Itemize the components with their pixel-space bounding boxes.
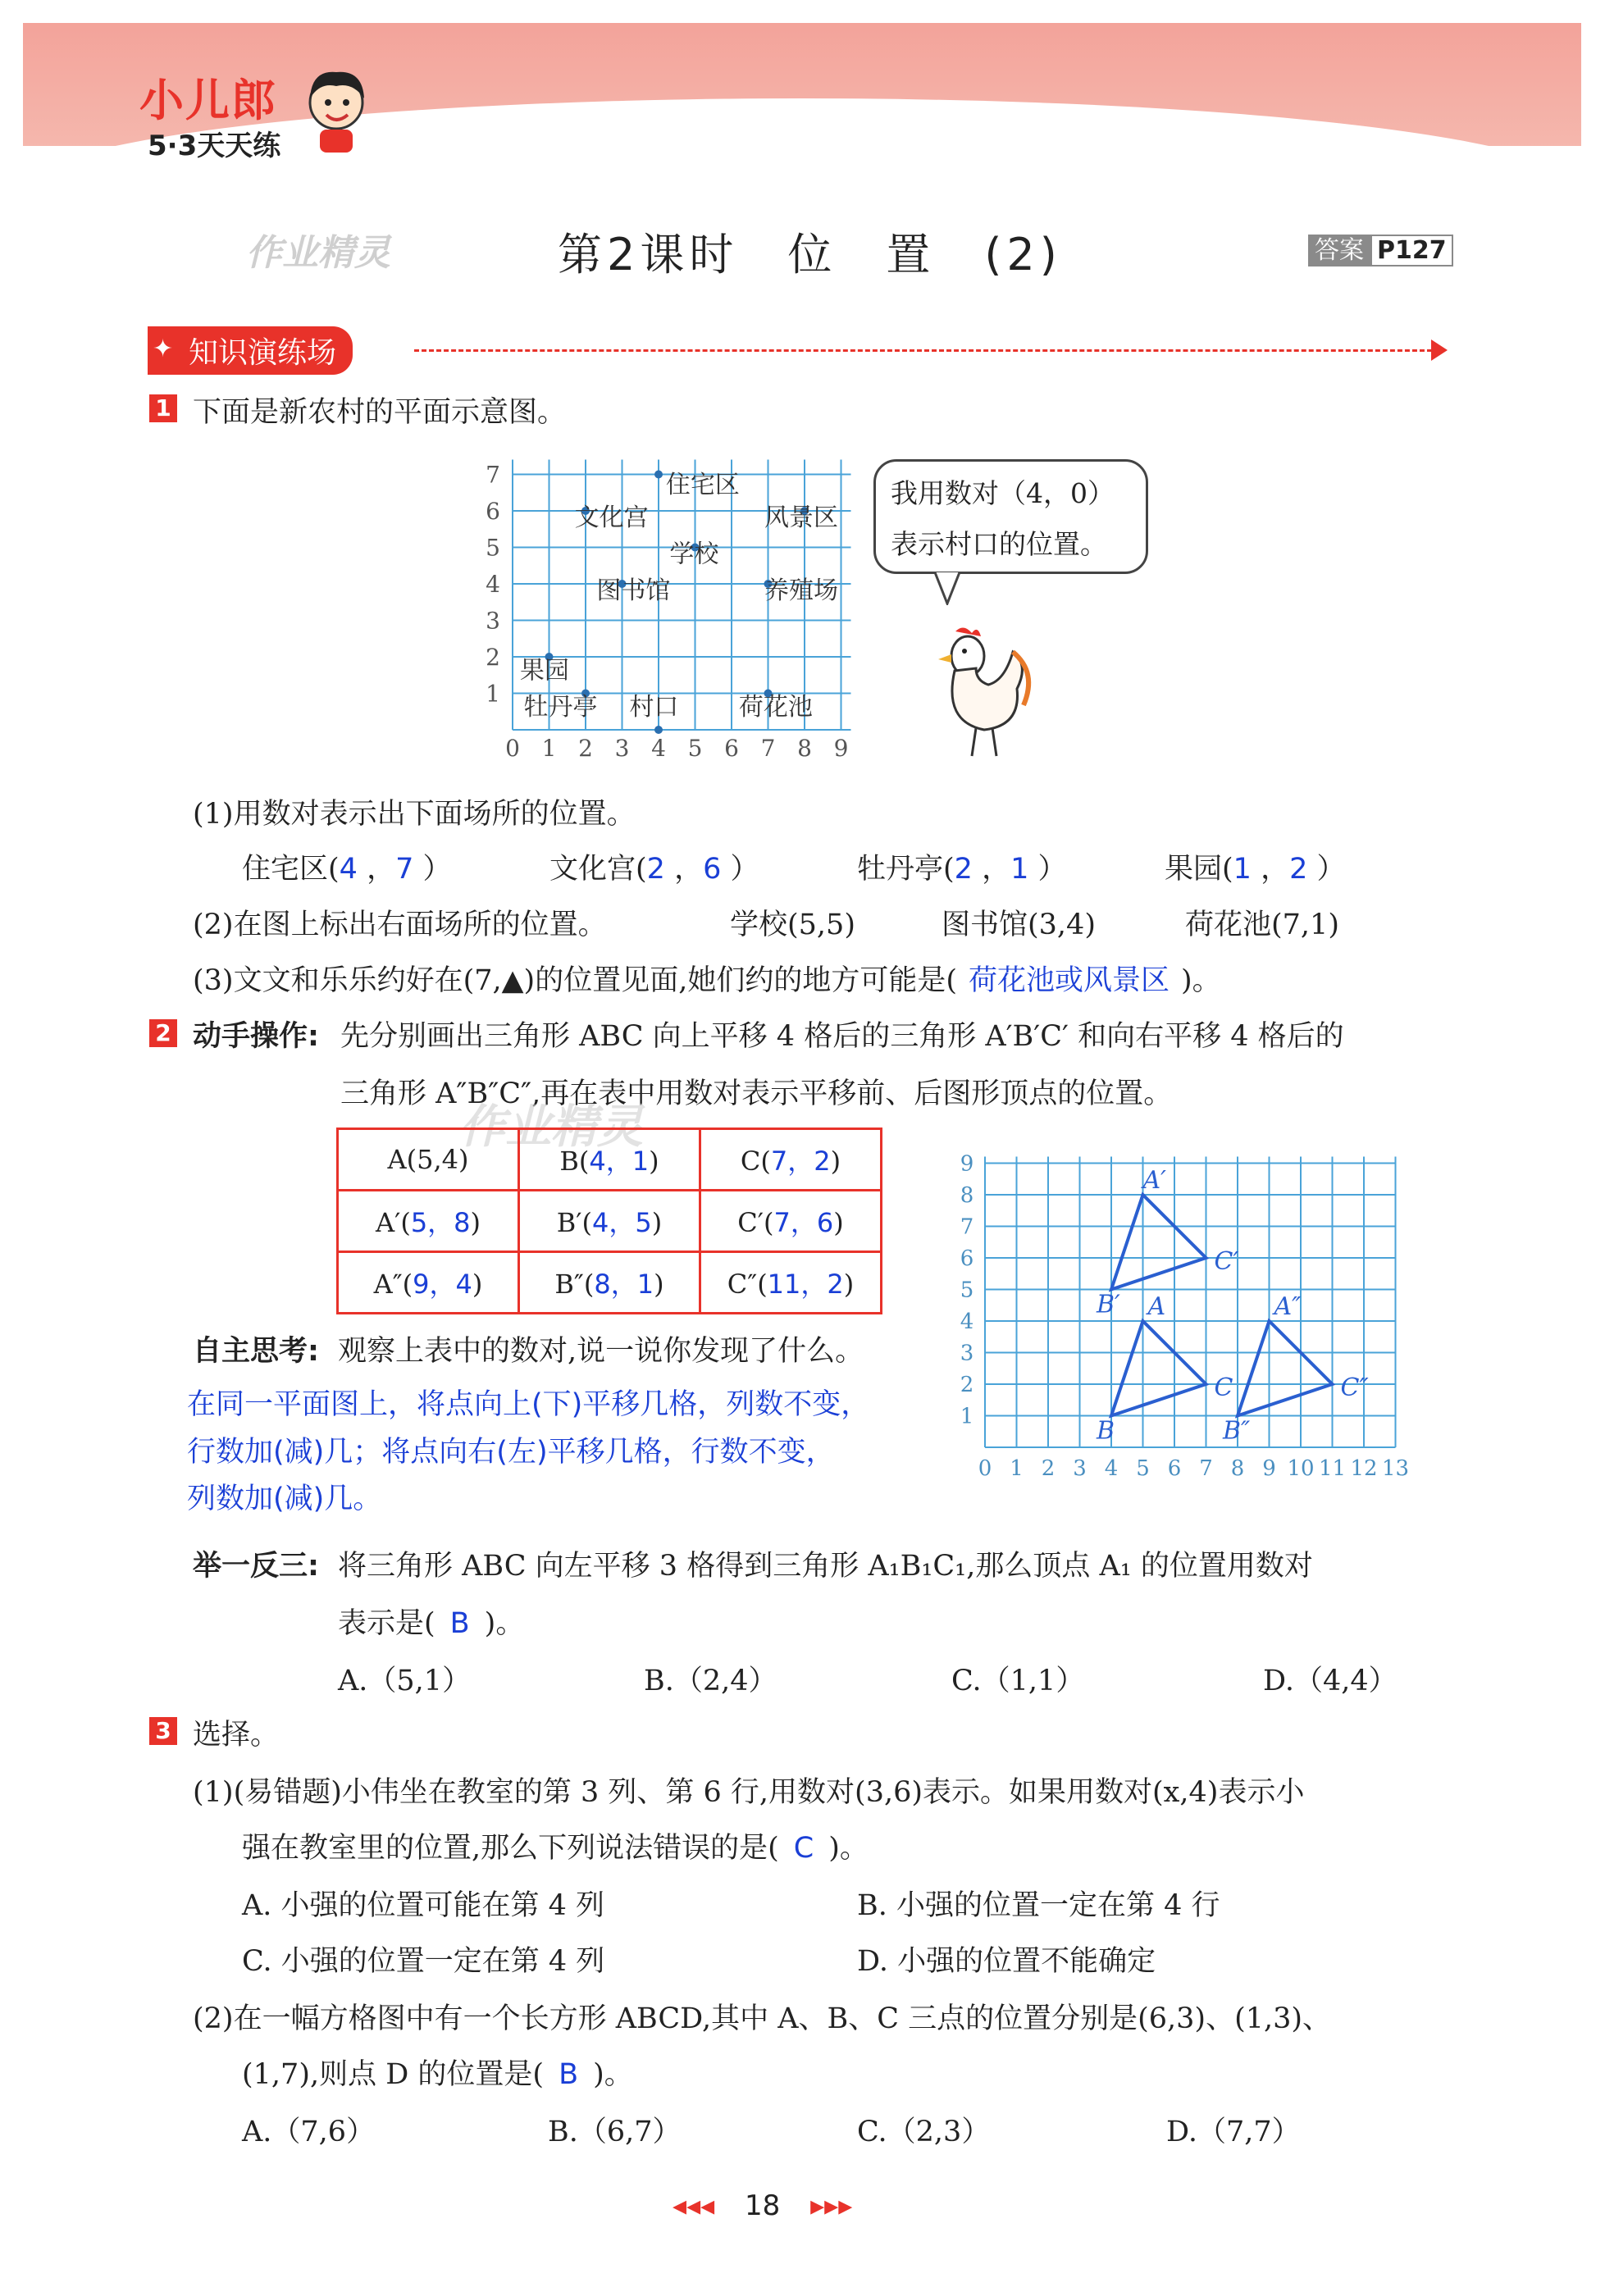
map-place-label: 风景区 bbox=[764, 503, 839, 532]
q1-part3-answer: 荷花池或风景区 bbox=[968, 964, 1170, 997]
q1-part3-text: (3)文文和乐乐约好在(7,▲)的位置见面,她们约的地方可能是( bbox=[193, 964, 957, 997]
vertex-label: C bbox=[1214, 1374, 1233, 1402]
translation-grid bbox=[955, 1132, 1431, 1492]
q1-pair bbox=[549, 846, 759, 887]
vertex-label: A′ bbox=[1142, 1166, 1166, 1195]
pair-label: 文化宫( bbox=[549, 853, 647, 886]
grid-y-tick: 4 bbox=[960, 1310, 974, 1334]
grid-y-tick: 1 bbox=[960, 1404, 974, 1429]
think-text: 观察上表中的数对,说一说你发现了什么。 bbox=[338, 1335, 864, 1368]
grid-y-tick: 7 bbox=[960, 1214, 974, 1240]
extend-text-1: 将三角形 ABC 向左平移 3 格得到三角形 A₁B₁C₁,那么顶点 A₁ 的位置用数对 bbox=[338, 1550, 1313, 1583]
cell-vertex: A′( bbox=[375, 1207, 411, 1238]
vertex-table bbox=[336, 1128, 882, 1314]
watermark-2: 作业精灵 bbox=[459, 1100, 643, 1154]
table-cell bbox=[338, 1191, 519, 1252]
pair-end: ） bbox=[413, 853, 452, 886]
q3-s1-option-b[interactable]: B. 小强的位置一定在第 4 行 bbox=[857, 1889, 1220, 1922]
q1-pair bbox=[857, 846, 1067, 887]
grid-y-tick: 6 bbox=[960, 1246, 974, 1271]
q1-item-pond: 荷花池(7,1) bbox=[1185, 909, 1339, 941]
map-y-tick: 1 bbox=[486, 680, 500, 708]
pair-sep: ， bbox=[664, 853, 704, 886]
section-arrow-icon bbox=[1431, 339, 1448, 361]
q3-s2-option-a[interactable]: A.（7,6） bbox=[242, 2116, 376, 2148]
q3-s2-text: (1,7),则点 D 的位置是( bbox=[242, 2058, 545, 2091]
map-place-label: 住宅区 bbox=[665, 470, 740, 499]
extend-end: )。 bbox=[484, 1607, 525, 1640]
page-title: 第2课时 位 置 (2) bbox=[558, 229, 1062, 280]
map-y-tick: 3 bbox=[486, 607, 500, 635]
cell-vertex: B″( bbox=[554, 1269, 595, 1300]
map-x-tick: 2 bbox=[578, 735, 593, 758]
pair-sep: ， bbox=[972, 853, 1011, 886]
answer-ref[interactable] bbox=[1308, 230, 1453, 266]
q3-s2-option-b[interactable]: B.（6,7） bbox=[548, 2116, 682, 2148]
q3-s1-end: )。 bbox=[828, 1832, 869, 1865]
map-place-label: 牡丹亭 bbox=[523, 693, 598, 722]
map-point bbox=[654, 471, 663, 479]
grid-y-tick: 9 bbox=[960, 1151, 974, 1177]
map-x-tick: 4 bbox=[651, 735, 666, 758]
think-answer-3: 列数加(减)几。 bbox=[187, 1483, 382, 1515]
q3-intro: 选择。 bbox=[193, 1719, 280, 1752]
grid-x-tick: 4 bbox=[1104, 1456, 1119, 1481]
map-x-tick: 3 bbox=[614, 735, 630, 758]
triangle-translated-right bbox=[1238, 1321, 1333, 1416]
grid-x-tick: 2 bbox=[1041, 1456, 1056, 1481]
map-x-tick: 8 bbox=[797, 735, 812, 758]
table-row bbox=[338, 1191, 882, 1252]
table-cell bbox=[519, 1252, 700, 1314]
map-x-tick: 6 bbox=[724, 735, 739, 758]
table-cell bbox=[700, 1129, 882, 1191]
q3-s2-line2 bbox=[242, 2052, 633, 2093]
q1-part2: (2)在图上标出右面场所的位置。 bbox=[193, 909, 607, 941]
cell-end: ) bbox=[472, 1269, 483, 1300]
cell-answer: 9，4 bbox=[413, 1269, 472, 1300]
pair-end: ） bbox=[721, 853, 759, 886]
map-y-tick: 4 bbox=[486, 571, 500, 598]
section-divider bbox=[414, 349, 1439, 352]
cell-end: ) bbox=[470, 1207, 481, 1238]
grid-x-tick: 10 bbox=[1287, 1456, 1315, 1481]
q3-s2-option-c[interactable]: C.（2,3） bbox=[857, 2116, 991, 2148]
map-place-label: 图书馆 bbox=[596, 576, 671, 605]
pair-label: 住宅区( bbox=[242, 853, 340, 886]
cell-answer: 7，6 bbox=[773, 1207, 834, 1238]
q3-s1-line1: (1)(易错题)小伟坐在教室的第 3 列、第 6 行,用数对(3,6)表示。如果用数对(x,4)表示小 bbox=[193, 1776, 1305, 1809]
brand-logo: 小儿郎 bbox=[139, 75, 277, 126]
map-place-label: 荷花池 bbox=[738, 693, 813, 722]
vertex-label: C′ bbox=[1214, 1247, 1239, 1276]
extend-option-c[interactable]: C.（1,1） bbox=[951, 1665, 1085, 1697]
table-cell bbox=[519, 1129, 700, 1191]
grid-x-tick: 8 bbox=[1230, 1456, 1245, 1481]
q1-pair bbox=[242, 846, 452, 887]
cell-vertex: C′( bbox=[737, 1207, 774, 1238]
q3-s2-answer: B bbox=[559, 2058, 579, 2091]
think-label: 自主思考: bbox=[193, 1335, 319, 1368]
table-row bbox=[338, 1129, 882, 1191]
watermark: 作业精灵 bbox=[246, 232, 390, 274]
pair-answer-row: 2 bbox=[1289, 853, 1308, 886]
cell-vertex: A″( bbox=[373, 1269, 413, 1300]
grid-x-tick: 1 bbox=[1010, 1456, 1024, 1481]
q1-item-school: 学校(5,5) bbox=[730, 909, 855, 941]
cell-end: ) bbox=[649, 1146, 659, 1177]
question-number-1: 1 bbox=[149, 394, 177, 422]
answer-label: 答案 bbox=[1308, 235, 1370, 266]
table-cell bbox=[338, 1252, 519, 1314]
pair-answer-row: 7 bbox=[395, 853, 414, 886]
map-y-tick: 6 bbox=[486, 498, 500, 525]
think-answer-1: 在同一平面图上，将点向上(下)平移几格，列数不变， bbox=[187, 1388, 870, 1421]
table-cell bbox=[338, 1129, 519, 1191]
pagination bbox=[673, 2189, 852, 2222]
grid-y-tick: 8 bbox=[960, 1183, 974, 1208]
pair-sep: ， bbox=[357, 853, 396, 886]
q3-s1-answer: C bbox=[793, 1832, 814, 1865]
cell-answer: 4，5 bbox=[592, 1207, 652, 1238]
cell-answer: 4，1 bbox=[589, 1146, 650, 1177]
triangle-translated-up bbox=[1111, 1195, 1206, 1290]
map-x-tick: 9 bbox=[833, 735, 849, 758]
pair-answer-row: 1 bbox=[1010, 853, 1029, 886]
q1-pairs bbox=[242, 846, 1472, 886]
q3-s2-line1: (2)在一幅方格图中有一个长方形 ABCD,其中 A、B、C 三点的位置分别是(6,3)、(1,3)、 bbox=[193, 2002, 1332, 2035]
map-place-label: 养殖场 bbox=[764, 576, 839, 605]
q1-part3 bbox=[193, 958, 1221, 999]
page-number: 18 bbox=[745, 2189, 781, 2222]
bubble-tail bbox=[931, 572, 964, 605]
cell-end: ) bbox=[654, 1269, 664, 1300]
prev-arrows-icon[interactable]: ◂◂◂ bbox=[673, 2189, 715, 2222]
q3-s1-option-d[interactable]: D. 小强的位置不能确定 bbox=[857, 1945, 1156, 1978]
grid-x-tick: 12 bbox=[1350, 1456, 1378, 1481]
vertex-label: A″ bbox=[1274, 1292, 1302, 1321]
next-arrows-icon[interactable]: ▸▸▸ bbox=[810, 2189, 853, 2222]
table-cell bbox=[700, 1252, 882, 1314]
cell-vertex: C″( bbox=[727, 1269, 768, 1300]
grid-y-tick: 3 bbox=[960, 1341, 974, 1366]
grid-x-tick: 6 bbox=[1167, 1456, 1182, 1481]
pair-answer-col: 1 bbox=[1233, 853, 1252, 886]
vertex-label: C″ bbox=[1340, 1374, 1369, 1402]
grid-x-tick: 3 bbox=[1073, 1456, 1087, 1481]
pair-answer-col: 2 bbox=[954, 853, 973, 886]
grid-y-tick: 5 bbox=[960, 1278, 974, 1303]
map-place-label: 果园 bbox=[519, 656, 569, 686]
q1-part1: (1)用数对表示出下面场所的位置。 bbox=[193, 798, 636, 831]
pair-end: ） bbox=[1028, 853, 1067, 886]
cell-end: ) bbox=[651, 1207, 663, 1238]
pair-answer-col: 2 bbox=[646, 853, 665, 886]
q3-s1-option-a[interactable]: A. 小强的位置可能在第 4 列 bbox=[242, 1889, 605, 1922]
q2-text-1: 先分别画出三角形 ABC 向上平移 4 格后的三角形 A′B′C′ 和向右平移 4 格后的 bbox=[340, 1020, 1344, 1053]
vertex-label: A bbox=[1147, 1292, 1166, 1321]
running-icon: ✦ bbox=[153, 335, 174, 363]
pair-label: 牡丹亭( bbox=[857, 853, 955, 886]
cell-end: ) bbox=[833, 1207, 844, 1238]
q3-s2-end: )。 bbox=[593, 2058, 633, 2091]
extend-option-a[interactable]: A.（5,1） bbox=[338, 1665, 472, 1697]
grid-x-tick: 13 bbox=[1381, 1456, 1410, 1481]
extend-text-2a: 表示是( bbox=[338, 1607, 435, 1640]
cell-answer: 7，2 bbox=[770, 1146, 831, 1177]
grid-x-tick: 7 bbox=[1199, 1456, 1213, 1481]
map-point bbox=[654, 726, 663, 734]
vertex-label: B″ bbox=[1223, 1416, 1251, 1446]
map-x-tick: 7 bbox=[760, 735, 776, 758]
vertex-label: B′ bbox=[1097, 1290, 1120, 1319]
q1-item-library: 图书馆(3,4) bbox=[942, 909, 1096, 941]
triangle-original bbox=[1111, 1321, 1206, 1416]
answer-page: P127 bbox=[1370, 235, 1453, 266]
question-number-2: 2 bbox=[149, 1019, 177, 1047]
cell-vertex: B′( bbox=[556, 1207, 593, 1238]
extend-answer: B bbox=[449, 1607, 470, 1640]
q1-part3-end: )。 bbox=[1181, 964, 1221, 997]
extend-option-b[interactable]: B.（2,4） bbox=[644, 1665, 777, 1697]
q1-pair bbox=[1165, 846, 1346, 887]
think-answer-2: 行数加(减)几；将点向右(左)平移几格，行数不变， bbox=[187, 1436, 835, 1469]
cell-vertex: C( bbox=[740, 1146, 771, 1177]
map-y-tick: 2 bbox=[486, 644, 500, 671]
map-y-tick: 7 bbox=[486, 461, 500, 489]
pair-answer-col: 4 bbox=[339, 853, 358, 886]
extend-label: 举一反三: bbox=[193, 1550, 319, 1583]
cell-answer: 5，8 bbox=[410, 1207, 471, 1238]
map-x-tick: 0 bbox=[505, 735, 520, 758]
pair-end: ） bbox=[1307, 853, 1346, 886]
cell-vertex: B( bbox=[559, 1146, 590, 1177]
map-y-tick: 5 bbox=[486, 534, 500, 562]
extend-text-2 bbox=[338, 1601, 524, 1642]
table-row bbox=[338, 1252, 882, 1314]
table-cell bbox=[700, 1191, 882, 1252]
cell-end: ) bbox=[843, 1269, 855, 1300]
vertex-label: B bbox=[1097, 1416, 1115, 1446]
grid-x-tick: 9 bbox=[1262, 1456, 1276, 1481]
section-title: 知识演练场 bbox=[148, 326, 353, 375]
map-place-label: 学校 bbox=[669, 540, 719, 569]
mascot-icon bbox=[295, 66, 377, 156]
map-x-tick: 5 bbox=[687, 735, 703, 758]
q3-s2-option-d[interactable]: D.（7,7） bbox=[1166, 2116, 1301, 2148]
question-number-3: 3 bbox=[149, 1717, 177, 1745]
q3-s1-line2 bbox=[242, 1825, 869, 1866]
cell-answer: 11，2 bbox=[767, 1269, 844, 1300]
pair-answer-row: 6 bbox=[703, 853, 722, 886]
q1-intro: 下面是新农村的平面示意图。 bbox=[193, 396, 567, 429]
village-map bbox=[476, 447, 861, 758]
q2-text-2: 三角形 A″B″C″,再在表中用数对表示平移前、后图形顶点的位置。 bbox=[340, 1077, 1173, 1110]
series-name: 5·3天天练 bbox=[148, 130, 281, 162]
grid-x-tick: 5 bbox=[1136, 1456, 1150, 1481]
map-x-tick: 1 bbox=[541, 735, 557, 758]
table-cell bbox=[519, 1191, 700, 1252]
grid-y-tick: 2 bbox=[960, 1373, 974, 1397]
map-place-label: 文化宫 bbox=[574, 503, 649, 532]
map-place-label: 村口 bbox=[629, 693, 679, 722]
pair-sep: ， bbox=[1251, 853, 1290, 886]
extend-option-d[interactable]: D.（4,4） bbox=[1263, 1665, 1398, 1697]
cell-end: ) bbox=[830, 1146, 841, 1177]
grid-x-tick: 11 bbox=[1318, 1456, 1347, 1481]
rooster-icon bbox=[927, 623, 1042, 763]
q3-s1-option-c[interactable]: C. 小强的位置一定在第 4 列 bbox=[242, 1945, 605, 1978]
cell-vertex: A(5,4) bbox=[387, 1144, 469, 1175]
pair-label: 果园( bbox=[1165, 853, 1233, 886]
q3-s1-text: 强在教室里的位置,那么下列说法错误的是( bbox=[242, 1832, 779, 1865]
speech-bubble: 我用数对（4，0）表示村口的位置。 bbox=[873, 459, 1148, 574]
q2-label: 动手操作: bbox=[193, 1020, 319, 1053]
grid-x-tick: 0 bbox=[978, 1456, 992, 1481]
cell-answer: 8，1 bbox=[594, 1269, 654, 1300]
